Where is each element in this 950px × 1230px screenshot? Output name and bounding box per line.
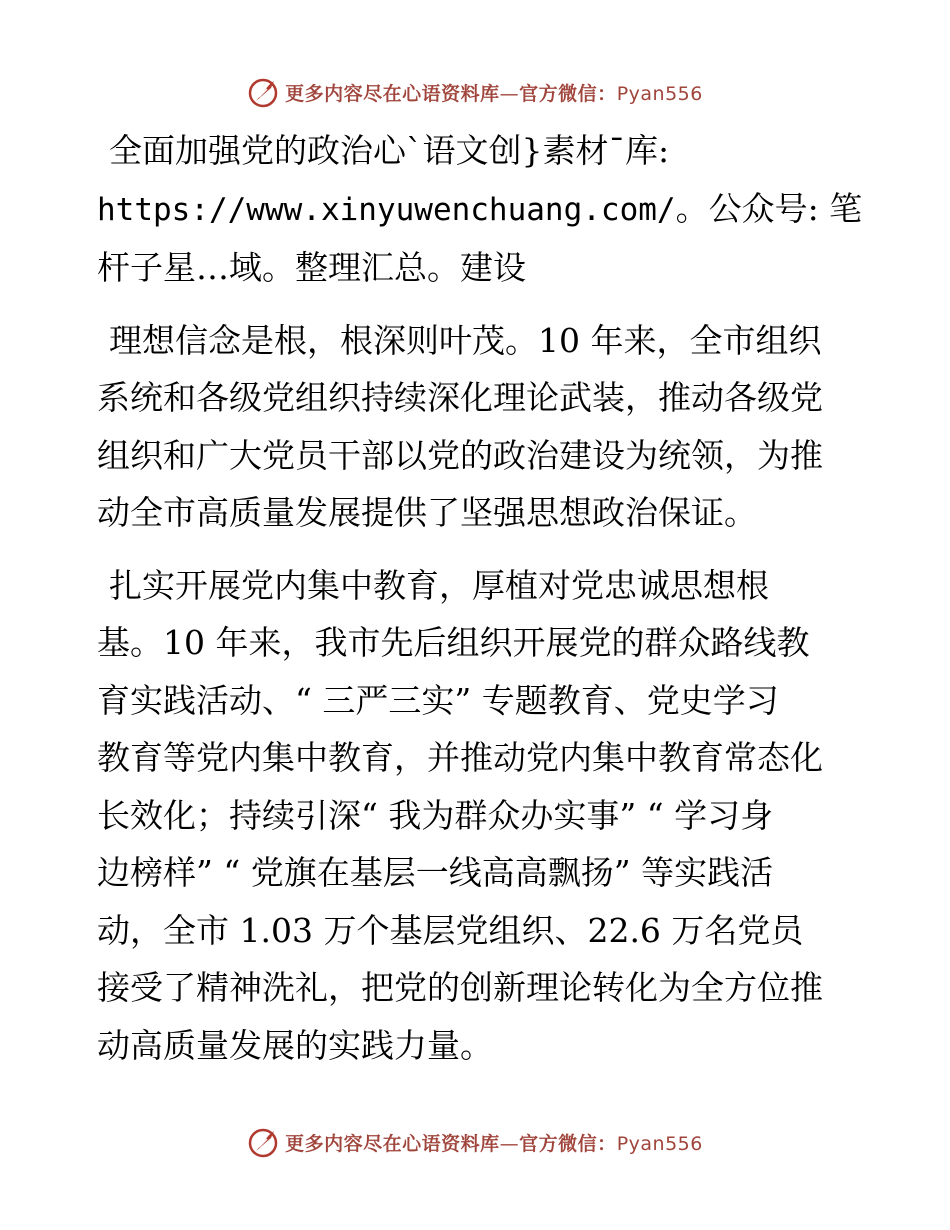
- footer-watermark: [0, 1122, 950, 1162]
- paragraph-line: 动全市高质量发展提供了坚强思想政治保证。: [97, 493, 757, 532]
- intro-paragraph: [97, 122, 863, 297]
- paragraph-line: 接受了精神洗礼，把党的创新理论转化为全方位推: [97, 968, 823, 1007]
- paragraph-line: 扎实开展党内集中教育，厚植对党忠诚思想根: [109, 565, 769, 605]
- paragraph-line: 理想信念是根，根深则叶茂。10 年来，全市组织: [109, 320, 822, 360]
- paragraph-line: 育实践活动、“ 三严三实” 专题教育、党史学习: [97, 680, 779, 720]
- intro-line-1: 全面加强党的政治心`语文创}素材¯库:: [109, 131, 670, 170]
- paragraph-line: 边榜样” “ 党旗在基层一线高高飘扬” 等实践活: [97, 853, 774, 892]
- paragraph-2: [97, 557, 857, 1075]
- paragraph-line: 教育等党内集中教育，并推动党内集中教育常态化: [97, 738, 823, 777]
- source-url-link[interactable]: https://www.xinyuwenchuang.com/: [97, 191, 676, 228]
- quill-logo-icon: [247, 75, 281, 109]
- quill-logo-icon: [247, 1125, 281, 1159]
- paragraph-line: 组织和广大党员干部以党的政治建设为统领，为推: [97, 435, 823, 475]
- paragraph-line: 动，全市 1.03 万个基层党组织、22.6 万名党员: [97, 910, 804, 950]
- paragraph-line: 动高质量发展的实践力量。: [97, 1025, 493, 1065]
- document-body: [97, 122, 863, 1089]
- watermark-text: 更多内容尽在心语资料库—官方微信：Pyan556: [285, 82, 703, 105]
- paragraph-1: [97, 312, 857, 542]
- paragraph-line: 基。10 年来，我市先后组织开展党的群众路线教: [97, 623, 810, 662]
- paragraph-line: 长效化；持续引深“ 我为群众办实事” “ 学习身: [97, 795, 774, 835]
- paragraph-line: 系统和各级党组织持续深化理论武装，推动各级党: [97, 378, 823, 417]
- intro-line-3: 杆子星…域。整理汇总。建设: [97, 248, 526, 287]
- header-watermark: [0, 72, 950, 112]
- watermark-text: 更多内容尽在心语资料库—官方微信：Pyan556: [285, 1132, 703, 1155]
- intro-line-2: https://www.xinyuwenchuang.com/。公众号: 笔: [97, 188, 863, 228]
